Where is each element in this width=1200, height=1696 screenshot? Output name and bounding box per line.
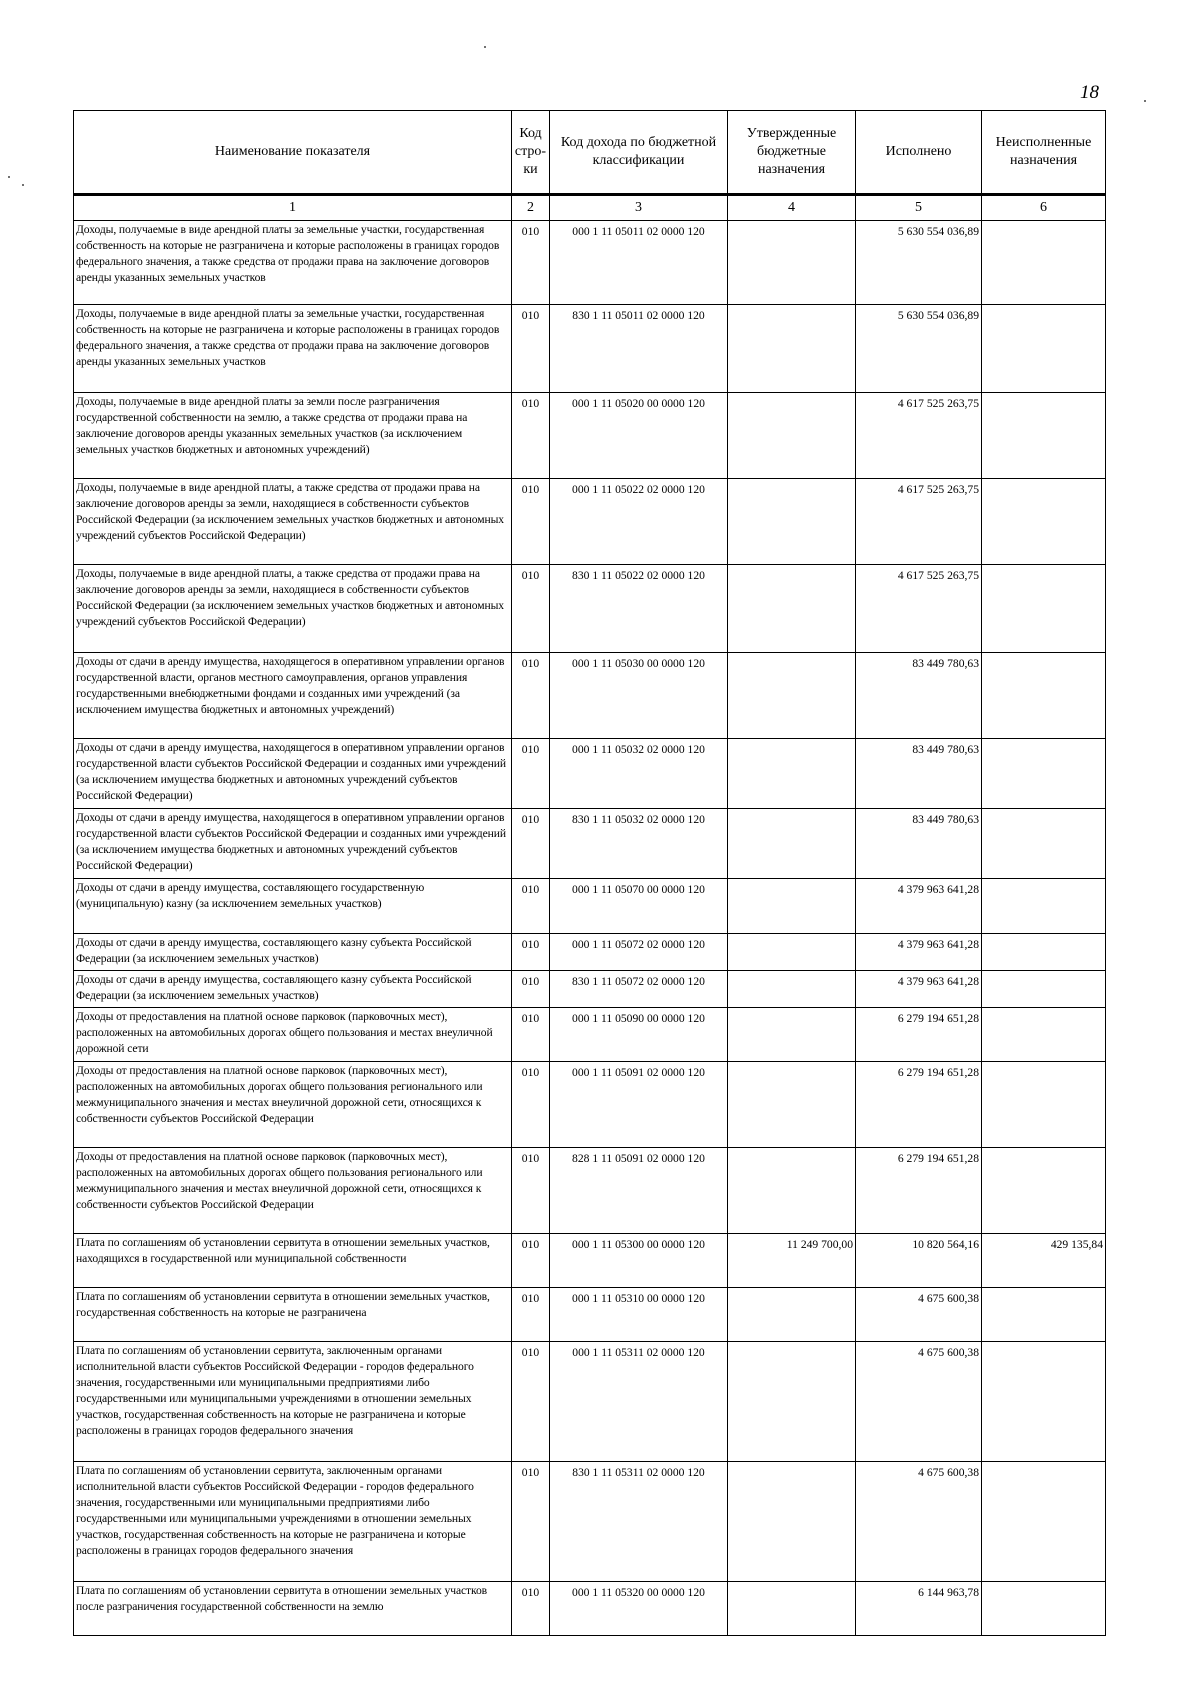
row-approved xyxy=(728,1582,856,1636)
row-line-code: 010 xyxy=(512,971,550,1008)
row-approved xyxy=(728,479,856,565)
table-row xyxy=(74,739,1106,809)
row-executed: 4 617 525 263,75 xyxy=(856,565,982,653)
scan-speck xyxy=(1144,100,1146,102)
row-line-code: 010 xyxy=(512,1234,550,1288)
row-line-code: 010 xyxy=(512,1582,550,1636)
row-line-code: 010 xyxy=(512,653,550,739)
row-executed: 4 379 963 641,28 xyxy=(856,879,982,934)
row-income-code: 000 1 11 05011 02 0000 120 xyxy=(550,221,728,305)
row-name: Плата по соглашениям об установлении сервитута в отношении земельных участков, государственная собственность на которые не разграничена xyxy=(74,1288,512,1342)
row-name: Доходы от сдачи в аренду имущества, составляющего государственную (муниципальную) казну (за исключением земельных участков) xyxy=(74,879,512,934)
column-number: 3 xyxy=(550,195,728,221)
row-unexecuted xyxy=(982,1288,1106,1342)
table-row xyxy=(74,1288,1106,1342)
row-name: Доходы от сдачи в аренду имущества, находящегося в оперативном управлении органов государственной власти субъектов Российской Федерации и созданных ими учреждений (за исключением имущества бюджетных и автономных учреждений субъектов Российской Федерации) xyxy=(74,739,512,809)
row-name: Доходы от предоставления на платной основе парковок (парковочных мест), расположенных на автомобильных дорогах общего пользования регионального или межмуниципального значения и местах внеуличной дорожной сети, относящихся к собственности субъектов Российской Федерации xyxy=(74,1148,512,1234)
row-unexecuted xyxy=(982,221,1106,305)
row-unexecuted xyxy=(982,879,1106,934)
column-number: 5 xyxy=(856,195,982,221)
row-executed: 6 279 194 651,28 xyxy=(856,1062,982,1148)
row-unexecuted xyxy=(982,565,1106,653)
row-approved xyxy=(728,1008,856,1062)
row-unexecuted xyxy=(982,305,1106,393)
row-unexecuted xyxy=(982,809,1106,879)
table-row xyxy=(74,479,1106,565)
row-income-code: 000 1 11 05320 00 0000 120 xyxy=(550,1582,728,1636)
row-unexecuted xyxy=(982,1062,1106,1148)
row-name: Доходы, получаемые в виде арендной платы за земли после разграничения государственной собственности на землю, а также средства от продажи права на заключение договоров аренды указанных земельных участков (за исключением земельных участков бюджетных и автономных учреждений) xyxy=(74,393,512,479)
row-executed: 4 675 600,38 xyxy=(856,1462,982,1582)
column-number: 4 xyxy=(728,195,856,221)
row-executed: 83 449 780,63 xyxy=(856,653,982,739)
row-income-code: 000 1 11 05030 00 0000 120 xyxy=(550,653,728,739)
row-line-code: 010 xyxy=(512,1008,550,1062)
row-income-code: 000 1 11 05020 00 0000 120 xyxy=(550,393,728,479)
row-line-code: 010 xyxy=(512,1062,550,1148)
row-name: Доходы, получаемые в виде арендной платы за земельные участки, государственная собственность на которые не разграничена и которые расположены в границах городов федерального значения, а также средства от продажи права на заключение договоров аренды указанных земельных участков xyxy=(74,305,512,393)
row-income-code: 828 1 11 05091 02 0000 120 xyxy=(550,1148,728,1234)
row-line-code: 010 xyxy=(512,1342,550,1462)
row-executed: 5 630 554 036,89 xyxy=(856,305,982,393)
scan-speck xyxy=(8,176,10,178)
row-name: Доходы от сдачи в аренду имущества, находящегося в оперативном управлении органов государственной власти, органов местного самоуправления, органов управления государственными внебюджетными фондами и созданных ими учреждений (за исключением имущества бюджетных и автономных учреждений) xyxy=(74,653,512,739)
row-executed: 6 279 194 651,28 xyxy=(856,1148,982,1234)
row-income-code: 000 1 11 05090 00 0000 120 xyxy=(550,1008,728,1062)
table-row xyxy=(74,653,1106,739)
header-line-code: Код стро-ки xyxy=(512,111,550,195)
row-approved xyxy=(728,221,856,305)
table-row xyxy=(74,393,1106,479)
column-number-row xyxy=(74,195,1106,221)
header-row xyxy=(74,111,1106,195)
row-approved xyxy=(728,653,856,739)
row-unexecuted xyxy=(982,479,1106,565)
table-row xyxy=(74,305,1106,393)
row-income-code: 830 1 11 05311 02 0000 120 xyxy=(550,1462,728,1582)
row-line-code: 010 xyxy=(512,305,550,393)
scan-speck xyxy=(22,184,24,186)
row-income-code: 000 1 11 05032 02 0000 120 xyxy=(550,739,728,809)
budget-income-table xyxy=(73,110,1106,1636)
table-row xyxy=(74,1342,1106,1462)
row-approved xyxy=(728,934,856,971)
row-income-code: 000 1 11 05022 02 0000 120 xyxy=(550,479,728,565)
row-line-code: 010 xyxy=(512,479,550,565)
row-approved xyxy=(728,1342,856,1462)
row-name: Доходы от сдачи в аренду имущества, составляющего казну субъекта Российской Федерации (за исключением земельных участков) xyxy=(74,971,512,1008)
header-name: Наименование показателя xyxy=(74,111,512,195)
row-approved xyxy=(728,1062,856,1148)
row-executed: 4 617 525 263,75 xyxy=(856,479,982,565)
row-income-code: 830 1 11 05022 02 0000 120 xyxy=(550,565,728,653)
row-income-code: 830 1 11 05032 02 0000 120 xyxy=(550,809,728,879)
row-name: Доходы, получаемые в виде арендной платы, а также средства от продажи права на заключение договоров аренды за земли, находящиеся в собственности субъектов Российской Федерации (за исключением земельных участков бюджетных и автономных учреждений субъектов Российской Федерации) xyxy=(74,479,512,565)
row-executed: 6 279 194 651,28 xyxy=(856,1008,982,1062)
row-executed: 83 449 780,63 xyxy=(856,809,982,879)
row-approved xyxy=(728,739,856,809)
row-approved xyxy=(728,1288,856,1342)
row-executed: 83 449 780,63 xyxy=(856,739,982,809)
row-line-code: 010 xyxy=(512,1462,550,1582)
row-executed: 6 144 963,78 xyxy=(856,1582,982,1636)
header-executed: Исполнено xyxy=(856,111,982,195)
table-row xyxy=(74,809,1106,879)
row-income-code: 000 1 11 05310 00 0000 120 xyxy=(550,1288,728,1342)
row-name: Доходы от сдачи в аренду имущества, находящегося в оперативном управлении органов государственной власти субъектов Российской Федерации и созданных ими учреждений (за исключением имущества бюджетных и автономных учреждений субъектов Российской Федерации) xyxy=(74,809,512,879)
row-income-code: 000 1 11 05072 02 0000 120 xyxy=(550,934,728,971)
row-income-code: 000 1 11 05070 00 0000 120 xyxy=(550,879,728,934)
row-line-code: 010 xyxy=(512,565,550,653)
row-approved xyxy=(728,305,856,393)
row-name: Доходы, получаемые в виде арендной платы, а также средства от продажи права на заключение договоров аренды за земли, находящиеся в собственности субъектов Российской Федерации (за исключением земельных участков бюджетных и автономных учреждений субъектов Российской Федерации) xyxy=(74,565,512,653)
row-unexecuted xyxy=(982,971,1106,1008)
column-number: 2 xyxy=(512,195,550,221)
row-name: Доходы от предоставления на платной основе парковок (парковочных мест), расположенных на автомобильных дорогах общего пользования и местах внеуличной дорожной сети xyxy=(74,1008,512,1062)
table-row xyxy=(74,934,1106,971)
row-approved xyxy=(728,971,856,1008)
row-line-code: 010 xyxy=(512,879,550,934)
row-executed: 4 617 525 263,75 xyxy=(856,393,982,479)
row-unexecuted xyxy=(982,1582,1106,1636)
row-income-code: 830 1 11 05072 02 0000 120 xyxy=(550,971,728,1008)
table-row xyxy=(74,1148,1106,1234)
row-unexecuted xyxy=(982,934,1106,971)
row-name: Плата по соглашениям об установлении сервитута, заключенным органами исполнительной власти субъектов Российской Федерации - городов федерального значения, государственными или муниципальными предприятиями либо государственными или муниципальными учреждениями в отношении земельных участков, государственная собственность на которые не разграничена и которые расположены в границах городов федерального значения xyxy=(74,1462,512,1582)
row-name: Плата по соглашениям об установлении сервитута в отношении земельных участков, находящихся в государственной или муниципальной собственности xyxy=(74,1234,512,1288)
row-approved: 11 249 700,00 xyxy=(728,1234,856,1288)
table-row xyxy=(74,565,1106,653)
row-executed: 10 820 564,16 xyxy=(856,1234,982,1288)
column-number: 1 xyxy=(74,195,512,221)
table-row xyxy=(74,1234,1106,1288)
row-income-code: 000 1 11 05091 02 0000 120 xyxy=(550,1062,728,1148)
page-number: 18 xyxy=(1080,82,1099,103)
table-row xyxy=(74,971,1106,1008)
row-line-code: 010 xyxy=(512,1288,550,1342)
row-approved xyxy=(728,1148,856,1234)
header-unexecuted: Неисполненные назначения xyxy=(982,111,1106,195)
row-name: Доходы от сдачи в аренду имущества, составляющего казну субъекта Российской Федерации (за исключением земельных участков) xyxy=(74,934,512,971)
row-unexecuted xyxy=(982,1148,1106,1234)
row-name: Плата по соглашениям об установлении сервитута в отношении земельных участков после разграничения государственной собственности на землю xyxy=(74,1582,512,1636)
row-unexecuted: 429 135,84 xyxy=(982,1234,1106,1288)
row-unexecuted xyxy=(982,1462,1106,1582)
row-unexecuted xyxy=(982,1342,1106,1462)
header-income-code: Код дохода по бюджетной классификации xyxy=(550,111,728,195)
row-executed: 4 379 963 641,28 xyxy=(856,934,982,971)
row-name: Плата по соглашениям об установлении сервитута, заключенным органами исполнительной власти субъектов Российской Федерации - городов федерального значения, государственными или муниципальными предприятиями либо государственными или муниципальными учреждениями в отношении земельных участков, государственная собственность на которые не разграничена и которые расположены в границах городов федерального значения xyxy=(74,1342,512,1462)
row-unexecuted xyxy=(982,739,1106,809)
row-name: Доходы, получаемые в виде арендной платы за земельные участки, государственная собственность на которые не разграничена и которые расположены в границах городов федерального значения, а также средства от продажи права на заключение договоров аренды указанных земельных участков xyxy=(74,221,512,305)
row-line-code: 010 xyxy=(512,221,550,305)
row-approved xyxy=(728,809,856,879)
header-approved: Утвержденные бюджетные назначения xyxy=(728,111,856,195)
row-line-code: 010 xyxy=(512,739,550,809)
table-row xyxy=(74,1462,1106,1582)
row-line-code: 010 xyxy=(512,934,550,971)
row-approved xyxy=(728,1462,856,1582)
row-name: Доходы от предоставления на платной основе парковок (парковочных мест), расположенных на автомобильных дорогах общего пользования регионального или межмуниципального значения и местах внеуличной дорожной сети, относящихся к собственности субъектов Российской Федерации xyxy=(74,1062,512,1148)
table-body xyxy=(74,221,1106,1636)
table-row xyxy=(74,221,1106,305)
row-approved xyxy=(728,879,856,934)
column-number: 6 xyxy=(982,195,1106,221)
row-unexecuted xyxy=(982,653,1106,739)
table-row xyxy=(74,1062,1106,1148)
row-executed: 4 675 600,38 xyxy=(856,1342,982,1462)
row-approved xyxy=(728,393,856,479)
scan-speck xyxy=(484,46,486,48)
row-income-code: 830 1 11 05011 02 0000 120 xyxy=(550,305,728,393)
row-line-code: 010 xyxy=(512,393,550,479)
row-line-code: 010 xyxy=(512,809,550,879)
row-income-code: 000 1 11 05311 02 0000 120 xyxy=(550,1342,728,1462)
table-row xyxy=(74,1582,1106,1636)
row-executed: 5 630 554 036,89 xyxy=(856,221,982,305)
row-unexecuted xyxy=(982,393,1106,479)
table-row xyxy=(74,1008,1106,1062)
row-unexecuted xyxy=(982,1008,1106,1062)
row-approved xyxy=(728,565,856,653)
row-line-code: 010 xyxy=(512,1148,550,1234)
table-row xyxy=(74,879,1106,934)
row-executed: 4 379 963 641,28 xyxy=(856,971,982,1008)
row-income-code: 000 1 11 05300 00 0000 120 xyxy=(550,1234,728,1288)
row-executed: 4 675 600,38 xyxy=(856,1288,982,1342)
